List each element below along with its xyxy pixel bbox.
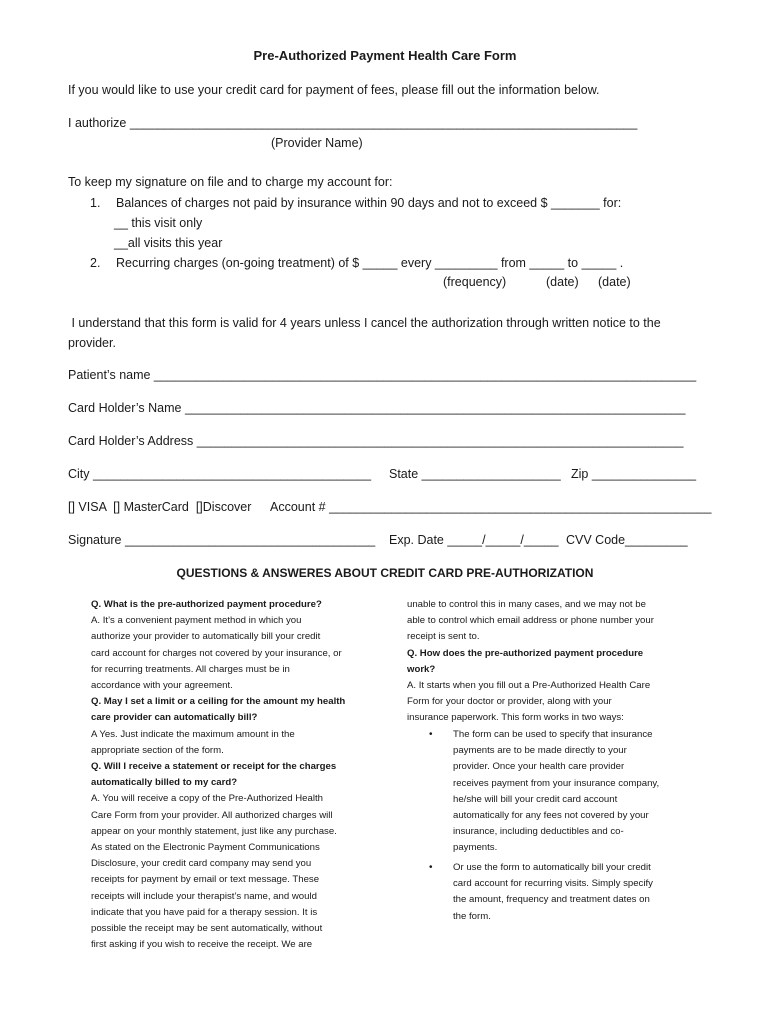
city-field[interactable]: City ________________________________________ bbox=[68, 467, 372, 481]
card-holder-name-field[interactable]: Card Holder’s Name ________________________________________________________________________ bbox=[68, 401, 686, 415]
bullet-2: • bbox=[429, 862, 433, 873]
qa-line: Disclosure, your credit card company may send you bbox=[91, 858, 312, 870]
qa-line: care provider can automatically bill? bbox=[91, 712, 258, 724]
qa-line: for recurring treatments. All charges must be in bbox=[91, 663, 290, 675]
authorize-field[interactable]: I authorize _________________________________________________________________________ bbox=[68, 116, 638, 130]
item1-text[interactable]: Balances of charges not paid by insurance within 90 days and not to exceed $ _______ for: bbox=[116, 196, 622, 210]
qa-line: appear on your monthly statement, just like any purchase. bbox=[91, 825, 337, 837]
item2-text[interactable]: Recurring charges (on-going treatment) of $ _____ every _________ from _____ to _____ . bbox=[116, 256, 624, 270]
qa-line: able to control which email address or phone number your bbox=[407, 615, 654, 627]
bullet-line: provider. Once your health care provider bbox=[453, 761, 625, 773]
patient-name-field[interactable]: Patient’s name ______________________________________________________________________________ bbox=[68, 368, 697, 382]
signature-field[interactable]: Signature ____________________________________ bbox=[68, 533, 376, 547]
bullet-1: • bbox=[429, 729, 433, 740]
qa-line: receipt is sent to. bbox=[407, 631, 480, 643]
account-number-field[interactable]: Account # _______________________________________________________ bbox=[270, 500, 712, 514]
bullet-line: receives payment from your insurance company, bbox=[453, 777, 660, 789]
intro-text: If you would like to use your credit card for payment of fees, please fill out the information below. bbox=[68, 83, 600, 97]
qa-line: Q. Will I receive a statement or receipt for the charges bbox=[91, 761, 337, 773]
card-holder-address-field[interactable]: Card Holder’s Address ______________________________________________________________________ bbox=[68, 434, 684, 448]
qa-line: A Yes. Just indicate the maximum amount in the bbox=[91, 728, 295, 740]
qa-line: automatically billed to my card? bbox=[91, 777, 238, 789]
qa-heading: QUESTIONS & ANSWERES ABOUT CREDIT CARD PRE-AUTHORIZATION bbox=[176, 566, 594, 580]
qa-line: Form for your doctor or provider, along with your bbox=[407, 696, 612, 708]
qa-right-column bbox=[407, 597, 654, 727]
qa-line: insurance paperwork. This form works in two ways: bbox=[407, 712, 624, 724]
qa-line: Q. How does the pre-authorized payment procedure bbox=[407, 647, 644, 659]
qa-line: receipts for payment by email or text message. These bbox=[91, 874, 320, 886]
all-visits-option[interactable]: __all visits this year bbox=[114, 236, 223, 250]
validity-statement-line2: provider. bbox=[68, 336, 116, 350]
bullet-line: payments are to be made directly to your bbox=[453, 745, 627, 757]
qa-line: work? bbox=[407, 663, 436, 675]
this-visit-option[interactable]: __ this visit only bbox=[114, 216, 203, 230]
form-title: Pre-Authorized Payment Health Care Form bbox=[253, 48, 517, 63]
bullet-line: The form can be used to specify that insurance bbox=[453, 729, 653, 740]
qa-line: accordance with your agreement. bbox=[91, 680, 233, 692]
qa-line: Care Form from your provider. All authorized charges will bbox=[91, 809, 333, 821]
qa-line: possible the receipt may be sent automatically, without bbox=[91, 923, 323, 935]
validity-statement-line1: I understand that this form is valid for 4 years unless I cancel the authorization through written notice to the bbox=[68, 316, 661, 330]
bullet-line: insurance, including deductibles and co- bbox=[453, 826, 624, 838]
cvv-code-field[interactable]: CVV Code_________ bbox=[566, 533, 688, 547]
expiration-date-field[interactable]: Exp. Date _____/_____/_____ bbox=[389, 533, 559, 547]
to-date-caption: (date) bbox=[598, 275, 631, 289]
card-type-options[interactable]: [] VISA [] MasterCard []Discover bbox=[68, 500, 252, 514]
qa-line: Q. What is the pre-authorized payment procedure? bbox=[91, 599, 322, 610]
bullet-line: the amount, frequency and treatment dates on bbox=[453, 894, 650, 906]
bullet-1-text bbox=[453, 727, 659, 857]
qa-line: indicate that you have paid for a therapy session. It is bbox=[91, 906, 318, 918]
qa-left-column bbox=[91, 597, 345, 953]
qa-line: appropriate section of the form. bbox=[91, 744, 224, 756]
bullet-2-text bbox=[453, 860, 653, 925]
state-field[interactable]: State ____________________ bbox=[389, 467, 561, 481]
qa-line: first asking if you wish to receive the receipt. We are bbox=[91, 939, 313, 951]
qa-line: receipts will include your therapist’s name, and would bbox=[91, 890, 317, 902]
qa-line: authorize your provider to automatically bill your credit bbox=[91, 631, 321, 643]
bullet-line: he/she will bill your credit card account bbox=[453, 793, 618, 805]
bullet-line: automatically for any fees not covered by your bbox=[453, 810, 649, 822]
keep-signature-text: To keep my signature on file and to charge my account for: bbox=[68, 175, 393, 189]
qa-line: card account for charges not covered by your insurance, or bbox=[91, 647, 342, 659]
qa-line: A. You will receive a copy of the Pre-Authorized Health bbox=[91, 793, 323, 805]
provider-name-caption: (Provider Name) bbox=[271, 136, 363, 150]
item1-number: 1. bbox=[90, 196, 101, 210]
bullet-line: payments. bbox=[453, 842, 498, 854]
bullet-line: card account for recurring visits. Simply specify bbox=[453, 878, 653, 890]
qa-line: As stated on the Electronic Payment Communications bbox=[91, 842, 320, 854]
zip-field[interactable]: Zip _______________ bbox=[571, 467, 697, 481]
frequency-caption: (frequency) bbox=[443, 275, 507, 289]
qa-line: A. It starts when you fill out a Pre-Authorized Health Care bbox=[407, 680, 651, 692]
qa-line: Q. May I set a limit or a ceiling for the amount my health bbox=[91, 696, 346, 708]
bullet-line: the form. bbox=[453, 910, 491, 922]
qa-line: A. It’s a convenient payment method in which you bbox=[91, 615, 302, 627]
qa-line: unable to control this in many cases, and we may not be bbox=[407, 599, 646, 610]
bullet-line: Or use the form to automatically bill your credit bbox=[453, 862, 651, 873]
from-date-caption: (date) bbox=[546, 275, 579, 289]
item2-number: 2. bbox=[90, 256, 101, 270]
